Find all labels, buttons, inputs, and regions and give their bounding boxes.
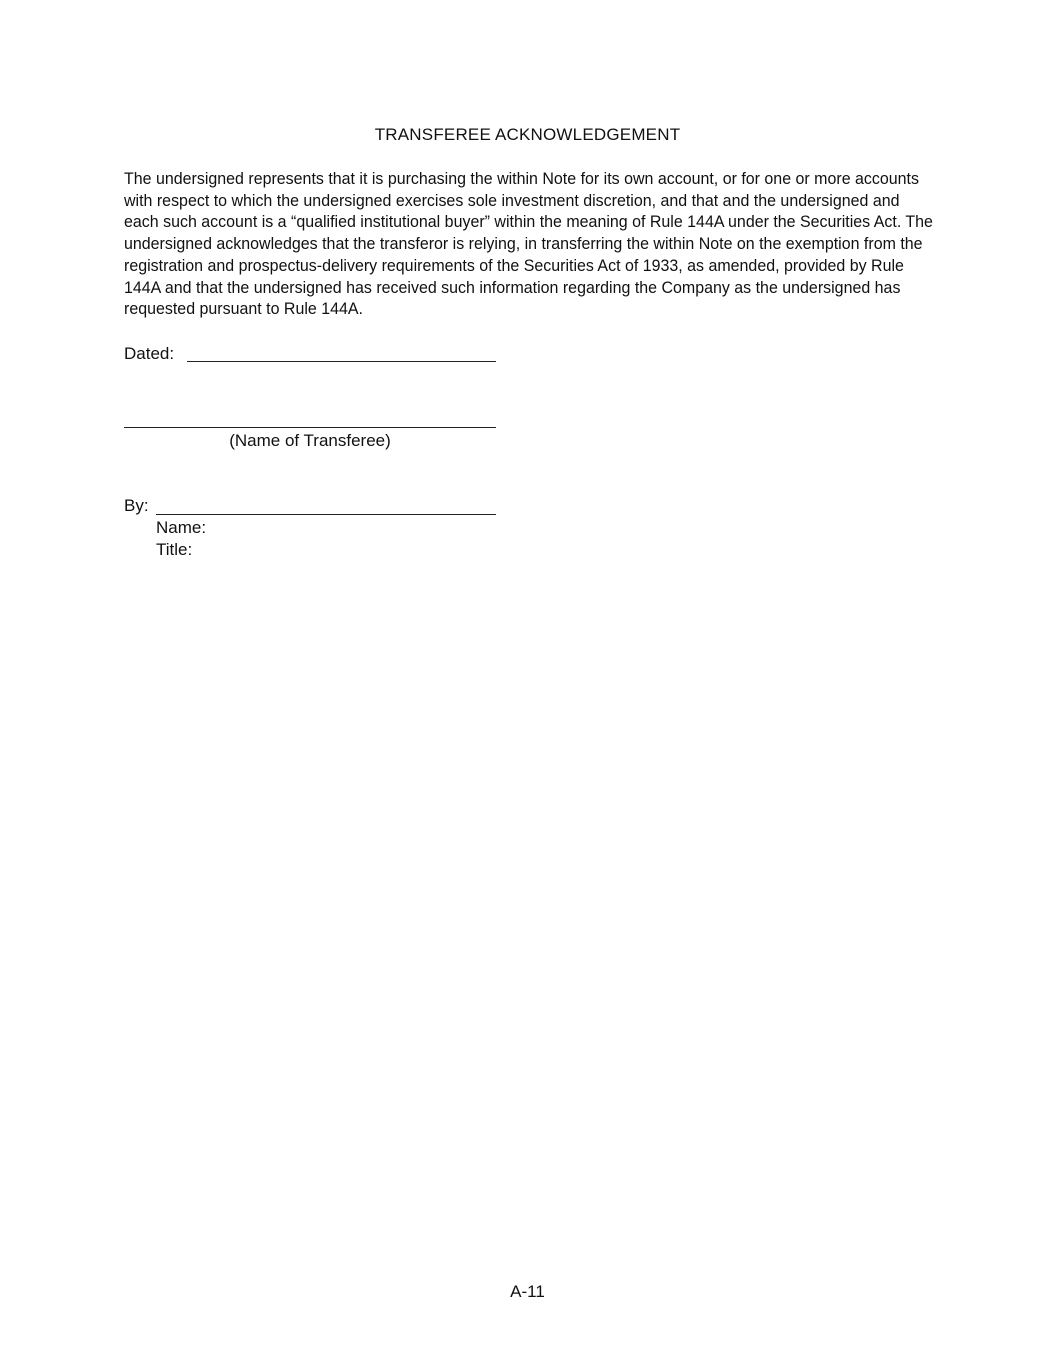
by-signature-line bbox=[156, 514, 496, 515]
signer-title-label: Title: bbox=[156, 540, 193, 559]
transferee-name-caption: (Name of Transferee) bbox=[229, 431, 391, 450]
acknowledgement-paragraph: The undersigned represents that it is purchasing the within Note for its own account, or for one or more accounts with respect to which the undersigned exercises sole investment discretion, and that and the undersigned and each such account is a “qualified institutional buyer” within the meaning of Rule 144A under the Securities Act. The undersigned acknowledges that the transferor is relying, in transferring the within Note on the exemption from the registration and prospectus-delivery requirements of the Securities Act of 1933, as amended, provided by Rule 144A and that the undersigned has received such information regarding the Company as the undersigned has requested pursuant to Rule 144A. bbox=[124, 169, 933, 319]
document-title: TRANSFEREE ACKNOWLEDGEMENT bbox=[374, 125, 681, 144]
page-number: A-11 bbox=[510, 1282, 545, 1301]
signer-name-label: Name: bbox=[156, 518, 207, 537]
transferee-name-line bbox=[124, 427, 496, 428]
dated-label: Dated: bbox=[124, 344, 175, 363]
dated-signature-line bbox=[187, 361, 496, 362]
by-label: By: bbox=[124, 496, 149, 515]
